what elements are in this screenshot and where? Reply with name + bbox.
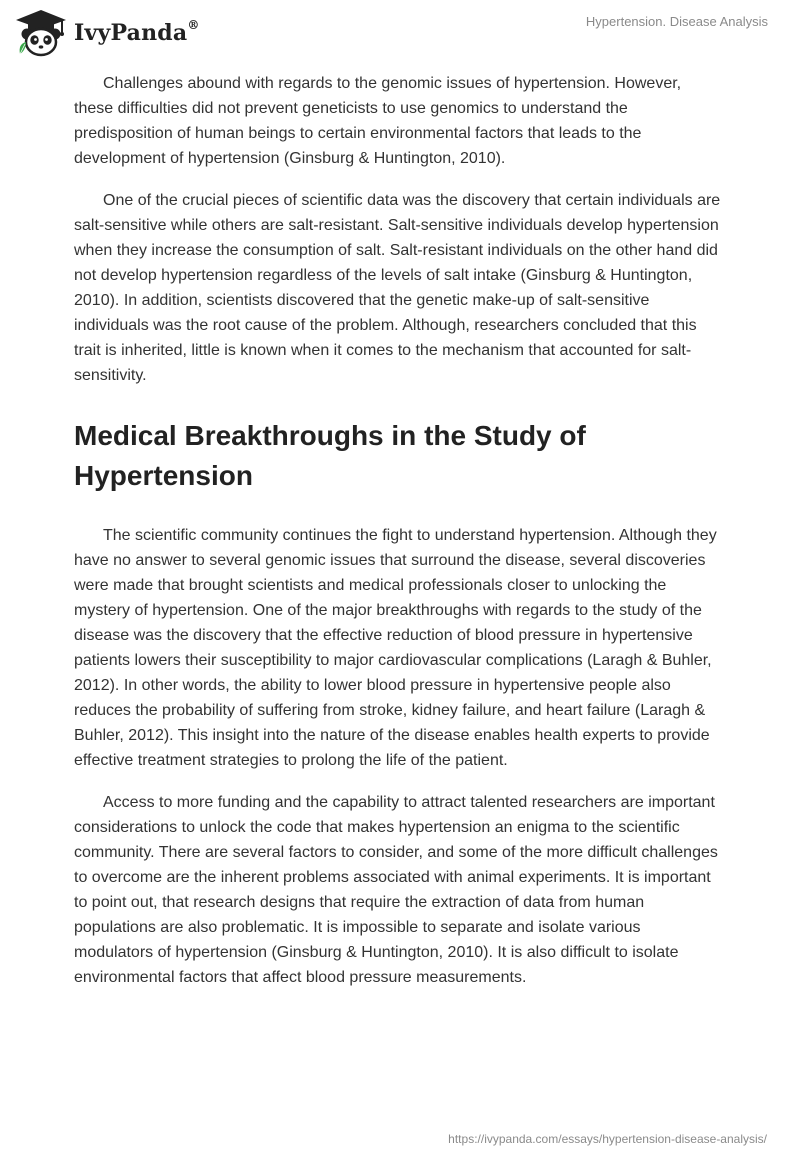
- section-heading: Medical Breakthroughs in the Study of Hypertension: [74, 420, 586, 491]
- panda-graduate-icon: [14, 8, 68, 58]
- brand-label: IvyPanda: [74, 20, 188, 46]
- brand-name: [74, 20, 200, 46]
- paragraph: One of the crucial pieces of scientific data was the discovery that certain individuals are salt-sensitive while others are salt-resistant. Salt-sensitive individuals develop hypertension when they increase the consumption of salt. Salt-resistant individuals on the other hand did not develop hypertension regardless of the levels of salt intake (Ginsburg & Huntington, 2010). In addition, scientists discovered that the genetic make-up of salt-sensitive individuals was the root cause of the problem. Although, researchers concluded that this trait is inherited, little is known when it comes to the mechanism that accounted for salt-sensitivity.: [74, 192, 721, 384]
- document-title: Hypertension. Disease Analysis: [585, 14, 768, 29]
- paragraph: Access to more funding and the capability to attract talented researchers are important considerations to unlock the code that makes hypertension an enigma to the scientific community. There are several factors to consider, and some of the more difficult challenges to overcome are the inherent problems associated with animal experiments. It is important to point out, that research designs that require the extraction of data from human populations are also problematic. It is impossible to separate and isolate various modulators of hypertension (Ginsburg & Huntington, 2010). It is also difficult to isolate environmental factors that affect blood pressure measurements.: [74, 794, 718, 986]
- source-url[interactable]: https://ivypanda.com/essays/hypertension-disease-analysis/: [448, 1132, 767, 1146]
- ivypanda-logo[interactable]: [14, 8, 200, 58]
- page-header: [0, 0, 800, 70]
- article-body: [74, 71, 724, 1007]
- paragraph: Challenges abound with regards to the genomic issues of hypertension. However, these difficulties did not prevent geneticists to use genomics to understand the predisposition of human beings to certain environmental factors that leads to the development of hypertension (Ginsburg & Huntington, 2010).: [74, 75, 682, 167]
- paragraph: The scientific community continues the fight to understand hypertension. Although they have no answer to several genomic issues that surround the disease, several discoveries were made that brought scientists and medical professionals closer to unlocking the mystery of hypertension. One of the major breakthroughs with regards to the study of the disease was the discovery that the effective reduction of blood pressure in hypertensive patients lowers their susceptibility to major cardiovascular complications (Laragh & Buhler, 2012). In other words, the ability to lower blood pressure in hypertensive people also reduces the probability of suffering from stroke, kidney failure, and heart failure (Laragh & Buhler, 2012). This insight into the nature of the disease enables health experts to provide effective treatment strategies to prolong the life of the patient.: [74, 527, 717, 769]
- trademark-symbol: ®: [187, 18, 200, 32]
